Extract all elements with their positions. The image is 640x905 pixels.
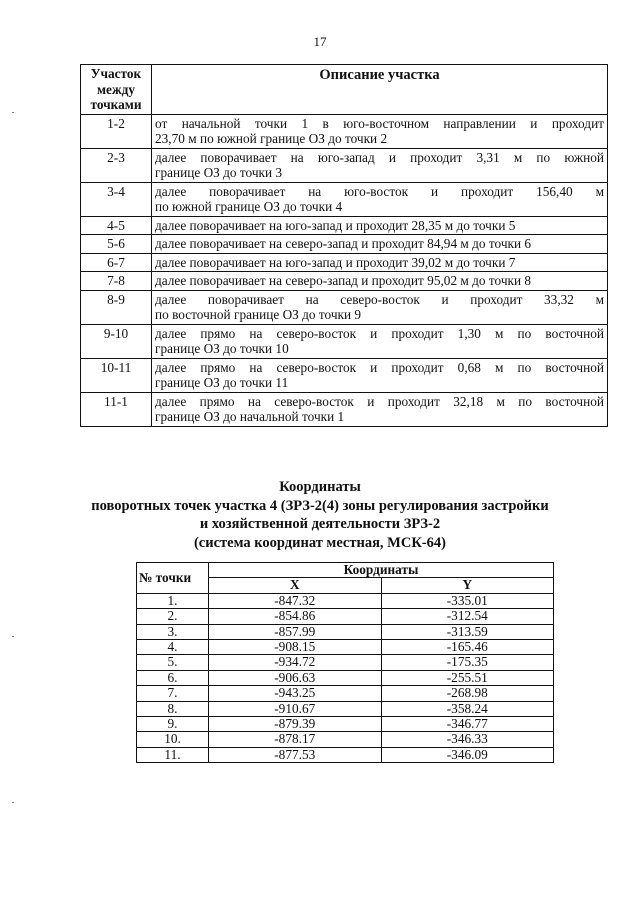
point-number: 4. — [137, 640, 209, 655]
table-row — [81, 358, 608, 392]
description-line: далее прямо на северо-восток и проходит 1,30 м по восточной — [155, 325, 604, 341]
segment-description — [152, 290, 608, 324]
table-row — [81, 272, 608, 291]
description-line: далее прямо на северо-восток и проходит 32,18 м по восточной — [155, 393, 604, 409]
segment-id: 8-9 — [81, 290, 152, 324]
table-row — [81, 253, 608, 272]
coord-y: -312.54 — [381, 609, 554, 624]
description-line: от начальной точки 1 в юго-восточном направлении и проходит — [155, 115, 604, 131]
header-coordinates: Координаты — [209, 563, 554, 578]
table-row — [81, 114, 608, 148]
segment-description — [152, 253, 608, 272]
point-number: 10. — [137, 732, 209, 747]
coord-x: -879.39 — [209, 717, 382, 732]
segment-id: 7-8 — [81, 272, 152, 291]
point-number: 7. — [137, 686, 209, 701]
point-number: 6. — [137, 670, 209, 685]
table-row — [137, 609, 554, 624]
segments-table — [80, 64, 608, 427]
coord-y: -346.33 — [381, 732, 554, 747]
segments-table-header — [81, 65, 608, 115]
segment-id: 1-2 — [81, 114, 152, 148]
coord-x: -877.53 — [209, 747, 382, 762]
segment-description — [152, 148, 608, 182]
point-number: 5. — [137, 655, 209, 670]
coord-y: -255.51 — [381, 670, 554, 685]
heading-line-1: Координаты — [279, 479, 361, 495]
table-row — [81, 235, 608, 254]
coord-y: -346.09 — [381, 747, 554, 762]
description-line: далее поворачивает на юго-восток и проходит 156,40 м — [155, 183, 604, 199]
segment-description — [152, 358, 608, 392]
segment-id: 2-3 — [81, 148, 152, 182]
description-line: далее поворачивает на юго-запад и проходит 28,35 м до точки 5 — [155, 217, 516, 233]
description-line: по южной границе ОЗ до точки 4 — [155, 199, 343, 214]
point-number: 2. — [137, 609, 209, 624]
heading-line-4: (система координат местная, МСК-64) — [193, 534, 447, 551]
table-row — [137, 624, 554, 639]
description-line: далее поворачивает на юго-запад и проходит 3,31 м по южной — [155, 149, 604, 165]
coord-y: -346.77 — [381, 717, 554, 732]
table-row — [81, 392, 608, 426]
table-row — [137, 686, 554, 701]
table-row — [137, 670, 554, 685]
table-row — [137, 701, 554, 716]
table-row — [137, 747, 554, 762]
coordinates-heading — [40, 478, 600, 552]
segment-description — [152, 216, 608, 235]
point-number: 8. — [137, 701, 209, 716]
coord-y: -268.98 — [381, 686, 554, 701]
coord-x: -943.25 — [209, 686, 382, 701]
heading-line-3: и хозяйственной деятельности ЗРЗ-2 — [199, 516, 441, 532]
description-line: далее поворачивает на северо-восток и проходит 33,32 м — [155, 291, 604, 307]
scan-mark — [12, 802, 14, 803]
header-segment-line: Участок — [90, 66, 142, 81]
segment-id: 11-1 — [81, 392, 152, 426]
description-line: границе ОЗ до начальной точки 1 — [155, 409, 345, 424]
header-segment-line: точками — [90, 97, 142, 112]
coord-x: -934.72 — [209, 655, 382, 670]
segment-id: 6-7 — [81, 253, 152, 272]
coord-y: -358.24 — [381, 701, 554, 716]
coord-x: -910.67 — [209, 701, 382, 716]
coordinates-table — [136, 562, 554, 763]
scan-mark — [12, 636, 14, 637]
table-row — [137, 593, 554, 608]
coord-y: -335.01 — [381, 593, 554, 608]
table-row — [137, 655, 554, 670]
coordinates-header-row — [137, 563, 554, 578]
coord-x: -906.63 — [209, 670, 382, 685]
coord-y: -313.59 — [381, 624, 554, 639]
segment-description — [152, 324, 608, 358]
header-x: X — [209, 578, 382, 593]
header-description: Описание участка — [152, 65, 608, 115]
header-point-number: № точки — [137, 563, 209, 594]
description-line: границе ОЗ до точки 3 — [155, 165, 283, 180]
table-row — [81, 148, 608, 182]
description-line: далее поворачивает на северо-запад и проходит 95,02 м до точки 8 — [155, 273, 532, 288]
segment-id: 10-11 — [81, 358, 152, 392]
point-number: 11. — [137, 747, 209, 762]
segment-description — [152, 272, 608, 291]
segment-description — [152, 392, 608, 426]
coord-x: -854.86 — [209, 609, 382, 624]
description-line: по восточной границе ОЗ до точки 9 — [155, 307, 362, 322]
segment-id: 3-4 — [81, 182, 152, 216]
header-segment-line: между — [97, 81, 135, 97]
segment-description — [152, 235, 608, 254]
segment-id: 5-6 — [81, 235, 152, 254]
table-row — [81, 182, 608, 216]
table-row — [137, 732, 554, 747]
description-line: далее прямо на северо-восток и проходит 0,68 м по восточной — [155, 359, 604, 375]
scan-mark — [12, 112, 14, 113]
segment-id: 9-10 — [81, 324, 152, 358]
point-number: 1. — [137, 593, 209, 608]
coord-x: -847.32 — [209, 593, 382, 608]
point-number: 9. — [137, 717, 209, 732]
header-segment — [81, 65, 152, 115]
description-line: 23,70 м по южной границе ОЗ до точки 2 — [155, 131, 388, 146]
table-row — [81, 324, 608, 358]
table-row — [81, 216, 608, 235]
header-y: Y — [381, 578, 554, 593]
description-line: далее поворачивает на юго-запад и проходит 39,02 м до точки 7 — [155, 254, 516, 270]
segment-description — [152, 114, 608, 148]
coord-y: -165.46 — [381, 640, 554, 655]
heading-line-2: поворотных точек участка 4 (ЗРЗ-2(4) зоны регулирования застройки — [91, 497, 549, 514]
coord-x: -908.15 — [209, 640, 382, 655]
segment-id: 4-5 — [81, 216, 152, 235]
table-row — [137, 717, 554, 732]
table-row — [81, 290, 608, 324]
table-row — [137, 640, 554, 655]
coord-x: -878.17 — [209, 732, 382, 747]
coord-x: -857.99 — [209, 624, 382, 639]
description-line: границе ОЗ до точки 11 — [155, 375, 289, 390]
page-number: 17 — [313, 34, 327, 49]
segment-description — [152, 182, 608, 216]
coord-y: -175.35 — [381, 655, 554, 670]
point-number: 3. — [137, 624, 209, 639]
description-line: далее поворачивает на северо-запад и проходит 84,94 м до точки 6 — [155, 236, 532, 251]
description-line: границе ОЗ до точки 10 — [155, 341, 289, 356]
